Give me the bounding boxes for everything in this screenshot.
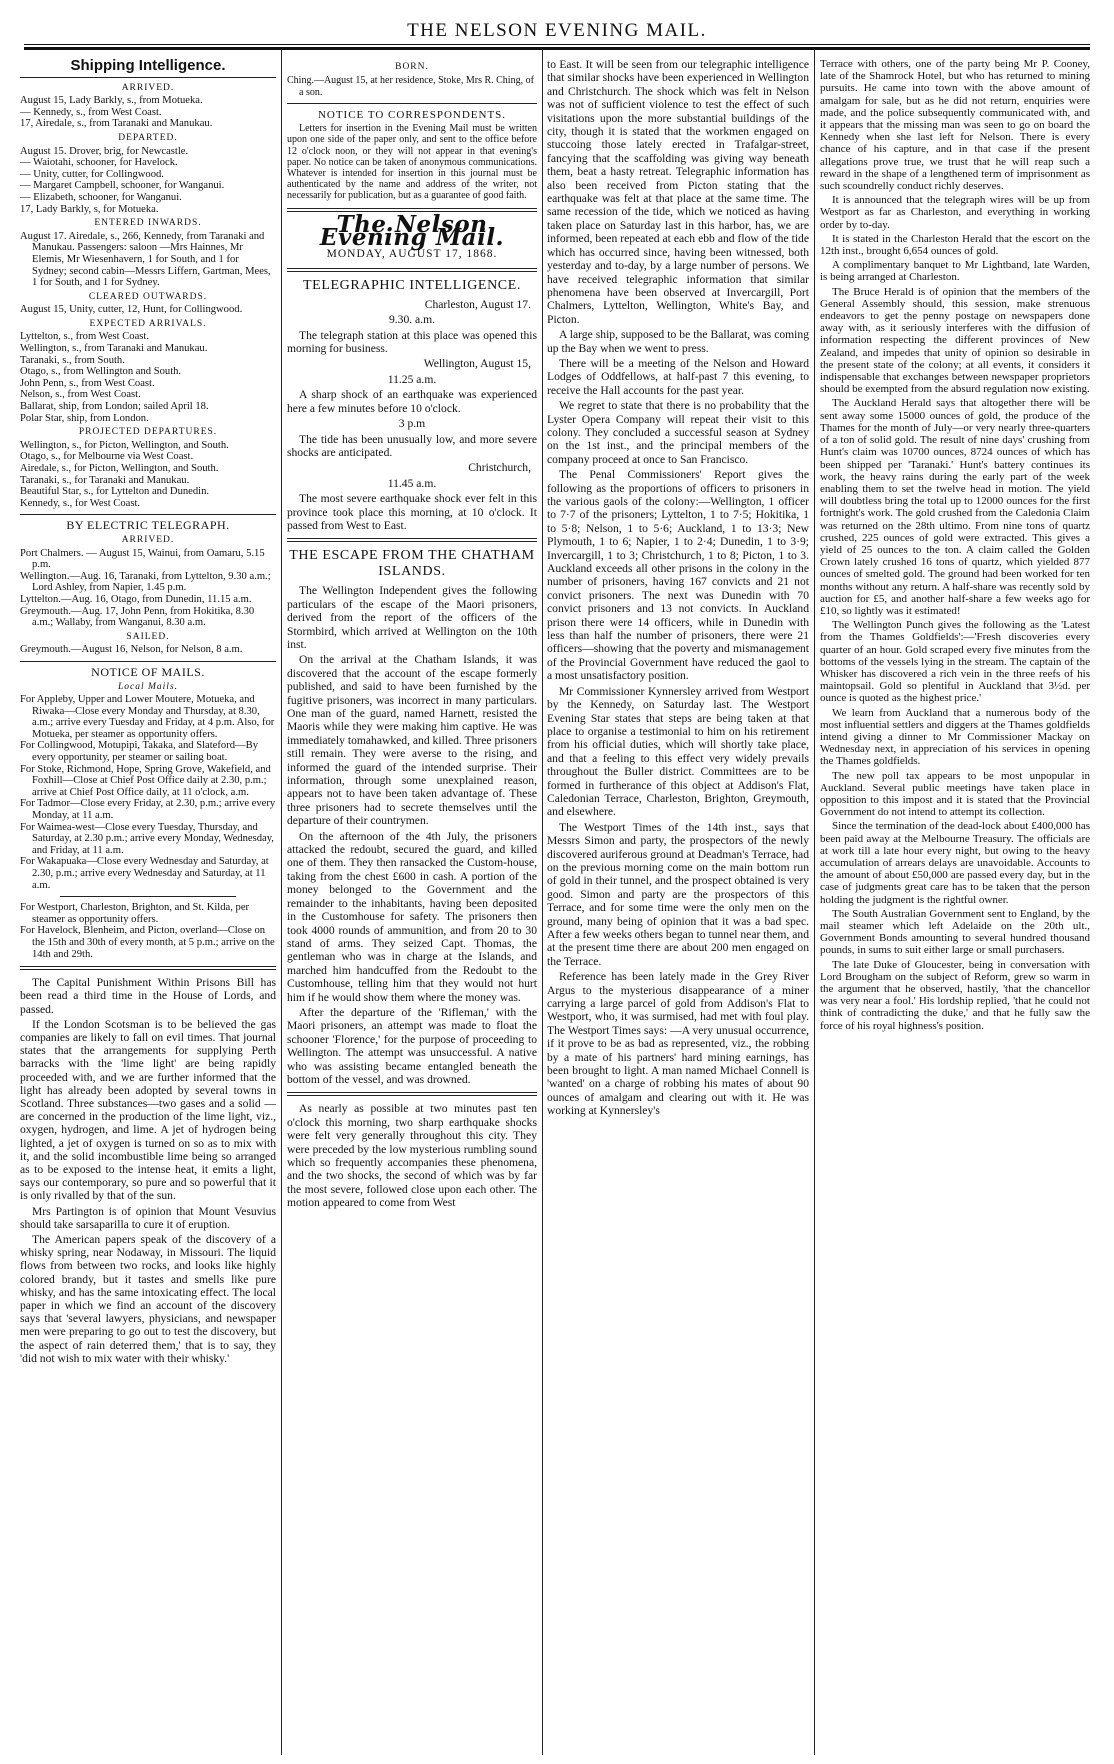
paragraph: The Westport Times of the 14th inst., says that Messrs Simon and party, the prospectors of the newly discovered auriferous ground at Deadman's Terrace, had on the previous morning come on the main bottom run of gold in their tunnel, and the prospect obtained is very good. Simon and party are the prospectors of this Terrace, and for some time were the only men on the ground, many being of opinion that it was a bad spec. After a few weeks others began to tunnel near them, and at the present time there are about 200 men engaged on the Terrace. — [547, 820, 809, 968]
list-item: For Wakapuaka—Close every Wednesday and Saturday, at 2.30, p.m.; arrive every Wednesday and Saturday, at 11 a.m. — [20, 856, 269, 891]
column-1 — [20, 58, 276, 1758]
projected-heading: PROJECTED DEPARTURES. — [78, 427, 218, 438]
paragraph: It is stated in the Charleston Herald that the escort on the 12th inst., brought 6,654 ounces of gold. — [820, 232, 1090, 258]
paragraph: to East. It will be seen from our telegraphic intelligence that similar shocks have been experienced in Wellington and Christchurch. The shock which was felt in Nelson was not of sufficient violence to test the effect of such visitations upon the more substantial buildings of the city, though it is stated that the workmen engaged on stuccoing those lately erected in Trafalgar-street, fancying that the scaffolding was giving way beneath them, beat a hasty retreat. Telegraphic information has also been received from Picton stating that the earthquake was felt at that place at the same time. The same recession of the tide, which we noticed as having taken place on Saturday last in this harbor, has, we are informed, been repeated at each ebb and flow of the tide which has occurred since, having been witnessed, both yesterday and to-day, by a large number of persons. We have received telegraphic information that similar phenomena have been observed at Invercargill, Port Chalmers, Lyttelton, Wellington, White's Bay, and Picton. — [547, 58, 809, 326]
telegram-time: 3 p.m — [398, 417, 426, 431]
telegram-time: 9.30. a.m. — [388, 313, 436, 327]
telegraph-sailed-text: Greymouth.—August 16, Nelson, for Nelson, 8 a.m. — [20, 644, 243, 656]
telegraph-arrived-heading: ARRIVED. — [121, 534, 175, 545]
list-item: 17, Airedale, s., from Taranaki and Manukau. — [20, 118, 213, 130]
divider — [287, 268, 537, 272]
paragraph: It is announced that the telegraph wires will be up from Westport as far as Charleston, and everything in working order by to-day. — [820, 194, 1090, 231]
list-item: Lyttelton.—Aug. 16, Otago, from Dunedin, 11.15 a.m. — [20, 593, 252, 605]
list-item: Port Chalmers. — August 15, Wainui, from Oamaru, 5.15 p.m. — [20, 547, 265, 571]
list-item: For Tadmor—Close every Friday, at 2.30, p.m.; arrive every Monday, at 11 a.m. — [20, 798, 276, 822]
list-item: Taranaki, s., from South. — [20, 354, 125, 366]
list-item: John Penn, s., from West Coast. — [20, 377, 155, 389]
paragraph: A complimentary banquet to Mr Lightband, late Warden, is being arranged at Charleston. — [820, 259, 1090, 284]
paragraph: We learn from Auckland that a numerous body of the most influential settlers and diggers at the Thames goldfields intend giving a dinner to Mr Commissioner Mackay on Wednesday next, in appreciation of his services in opening the Thames goldfields. — [820, 706, 1090, 768]
divider — [287, 1092, 537, 1096]
dateline: MONDAY, AUGUST 17, 1868. — [326, 248, 498, 261]
paragraph: On the afternoon of the 4th July, the prisoners attacked the redoubt, secured the guard, and killed one of them. They then ransacked the Custom-house, taking from the chest £600 in cash. A portion of the money belonged to the Government and the remainder to the inhabitants, having been deposited in the Customhouse for safety. The prisoners then took 4000 rounds of ammunition, and from 20 to 30 stand of arms. They seized Capt. Thomas, the gentleman who was in charge at the Islands, and marched him handcuffed from the Redoubt to the Customhouse, telling him that they would not hurt him if he would show them where the money was. — [287, 829, 537, 1004]
paragraph: The late Duke of Gloucester, being in conversation with Lord Brougham on the subject of Reform, grew so warm in the argument that he observed, hastily, 'that the chancellor was very near a fool.' His lordship replied, 'that he could not think of contradicting the duke,' and that he fully saw the force of his royal highness's position. — [820, 958, 1090, 1032]
header-rule-thin — [24, 44, 1090, 45]
list-item: — Kennedy, s., from West Coast. — [20, 106, 162, 118]
list-item: Nelson, s., from West Coast. — [20, 389, 141, 401]
telegraph-heading: BY ELECTRIC TELEGRAPH. — [66, 518, 230, 533]
entered-heading: ENTERED INWARDS. — [94, 218, 202, 229]
list-item: — Unity, cutter, for Collingwood. — [20, 168, 164, 180]
masthead: THE NELSON EVENING MAIL. — [407, 20, 707, 41]
paragraph: Mrs Partington is of opinion that Mount Vesuvius should take sarsaparilla to cure it of eruption. — [20, 1204, 276, 1231]
telegram-place: Charleston, August 17. — [424, 297, 531, 311]
column-1-articles — [20, 976, 276, 1365]
paragraph: We regret to state that there is no probability that the Lyster Opera Company will repeat their visit to this colony. They concluded a successful season at Sydney on the 1st inst., and the principal members of the company proceed at once to San Francisco. — [547, 399, 809, 466]
cleared-heading: CLEARED OUTWARDS. — [88, 291, 208, 302]
list-item: For Stoke, Richmond, Hope, Spring Grove, Wakefield, and Foxhill—Close at Chief Post Office daily at 2.30, p.m.; arrive at Chief Post Office daily, at 11 o'clock, a.m. — [20, 763, 271, 798]
paragraph: The most severe earthquake shock ever felt in this province took place this morning, at 10 o'clock. It passed from West to East. — [287, 492, 537, 532]
list-item: Wellington, s., from Taranaki and Manukau. — [20, 343, 208, 355]
list-item: Greymouth.—Aug. 17, John Penn, from Hokitika, 8.30 a.m.; Wallaby, from Wanganui, 8.30 a.m. — [20, 605, 255, 629]
column-rule — [542, 50, 543, 1755]
paragraph: The Penal Commissioners' Report gives the following as the proportions of officers to prisoners in the various gaols of the colony:—Wellington, 1 officer to 7·7 of the prisoners; Lyttelton, 1 to 7·5; Hokitika, 1 to 5·8; Nelson, 1 to 5·6; Auckland, 1 to 13·3; New Plymouth, 1 to 6; Napier, 1 to 2·4; Dunedin, 1 to 3·9; Invercargill, 1 to 3; Christchurch, 1 to 8; Picton, 1 to 3. Auckland exceeds all other prisons in the colony in the number of prisoners, having 167 convicts and 21 not convict prisoners. The next was Dunedin with 70 convict prisoners and 13 not convicts. In Auckland prison there were 14 officers, while in Dunedin with less than half the number of prisoners, there were 21 officers—showing that the poverty and mismanagement of the Provincial Government have reduced the gaol to a most unsatisfactory position. — [547, 468, 809, 683]
header-rule-thick — [24, 47, 1090, 50]
paragraph: A large ship, supposed to be the Ballarat, was coming up the Bay when we went to press. — [547, 328, 809, 355]
list-item: Otago, s., for Melbourne via West Coast. — [20, 451, 194, 463]
column-rule — [814, 50, 815, 1755]
list-item: — Waiotahi, schooner, for Havelock. — [20, 157, 178, 169]
projected-list — [20, 440, 276, 510]
nameplate: The Nelson Evening Mail. — [319, 210, 505, 252]
correspondents-heading: NOTICE TO CORRESPONDENTS. — [317, 108, 507, 121]
mails-heading: NOTICE OF MAILS. — [91, 664, 205, 679]
list-item: — Margaret Campbell, schooner, for Wanganui. — [20, 180, 225, 192]
paragraph: As nearly as possible at two minutes past ten o'clock this morning, two sharp earthquake shocks were felt very generally throughout this city. They were preceded by the low mysterious rumbling sound which so frequently accompanies these phenomena, and the two shocks, the second of which was by far the most severe, followed close upon each other. The motion appeared to come from West — [287, 1102, 537, 1210]
paragraph: The American papers speak of the discovery of a whisky spring, near Nodaway, in Missouri. The liquid flows from between two rocks, and looks like highly colored brandy, but it tastes and smells like pure whisky, and has the same intoxicating effect. The local paper in which we find an account of the discovery says that 'several lawyers, physicians, and newspaper men were preparing to go out to test the discovery, but the aspect of rain deterred them,' that is to say, they 'did not wish to mix water with their whisky.' — [20, 1233, 276, 1365]
paragraph: The Wellington Independent gives the following particulars of the escape of the Maori prisoners, derived from the report of the officers of the Stormbird, which arrived at Wellington on the 10th inst. — [287, 584, 537, 651]
divider — [20, 514, 276, 515]
cleared-text: August 15, Unity, cutter, 12, Hunt, for Collingwood. — [20, 304, 243, 316]
paragraph: There will be a meeting of the Nelson and Howard Lodges of Oddfellows, at half-past 7 this evening, to receive the Hall accounts for the past year. — [547, 356, 809, 397]
list-item: Kennedy, s., for West Coast. — [20, 497, 141, 509]
telegram-place: Wellington, August 15, — [423, 357, 531, 371]
paragraph: A sharp shock of an earthquake was experienced here a few minutes before 10 o'clock. — [287, 388, 537, 415]
born-notice: Ching.—August 15, at her residence, Stoke, Mrs R. Ching, of a son. — [287, 75, 534, 98]
list-item: For Havelock, Blenheim, and Picton, overland—Close on the 15th and 30th of every month, at 5 p.m.; arrive on the 14th and 29th. — [20, 925, 275, 960]
column-rule — [281, 50, 282, 1755]
telegram-time: 11.45 a.m. — [387, 476, 437, 490]
list-item: Airedale, s., for Picton, Wellington, and South. — [20, 463, 219, 474]
divider — [287, 538, 537, 542]
mails-list — [20, 694, 276, 891]
arrived-heading: ARRIVED. — [121, 82, 175, 93]
correspondents-notice: Letters for insertion in the Evening Mail must be written upon one side of the paper only, and sent to the office before 12 o'clock noon, or they will not appear in that evening's paper. No notice can be taken of anonymous communications. Whatever is intended for insertion in this journal must be authenticated by the name and address of the writer, not necessarily for publication, but as a guarantee of good faith. — [287, 123, 537, 202]
list-item: August 15, Lady Barkly, s., from Motueka. — [20, 95, 203, 107]
divider — [20, 966, 276, 970]
column-2 — [287, 58, 537, 1758]
list-item: Polar Star, ship, from London. — [20, 412, 149, 424]
paragraph: Terrace with others, one of the party being Mr P. Cooney, late of the Shamrock Hotel, but who has returned to mining pursuits. He came into town with the above amount of amalgam for sale, but as he did not return, enquiries were made, and the police subsequently communicated with, and it appears that the missing man was seen to go on board the Kennedy when she last left for Nelson. There is every chance of his capture, and in that case if the present allegations prove true, we trust that he will reap such a reward in the shape of a lengthened term of imprisonment as such scoundrelly conduct richly deserves. — [820, 58, 1090, 193]
paragraph: Since the termination of the dead-lock about £400,000 has been paid away at the Melbourne Treasury. The officials are at work till a late hour every night, but owing to the heavy accumulation of arrears delays are unavoidable. Accounts to the amount of about £50,000 are passed every day, but in the case of judgments great care has to be taken that the person holding the judgment is the rightful owner. — [820, 820, 1090, 906]
divider — [20, 661, 276, 662]
list-item: Taranaki, s., for Taranaki and Manukau. — [20, 474, 190, 486]
paragraph: The Bruce Herald is of opinion that the members of the General Assembly should, this session, make strenuous endeavors to get the penny postage on newspapers done away with, as it seriously interferes with the diffusion of information respecting the different provinces of New Zealand, and impedes that unity of opinion so desirable in the present state of the colony; at all events, it considers it indispensable that exchanges between newspaper proprietors should be exempted from the absurd regulation now existing. — [820, 285, 1090, 396]
list-item: Lyttelton, s., from West Coast. — [20, 331, 150, 343]
paragraph: The Auckland Herald says that altogether there will be sent away some 15000 ounces of gold, the produce of the Thames for the month of July—or very nearly three-quarters of a ton of solid gold. The result of nine days' crushing from Hunt's claim was 10700 ounces, 8724 ounces of which has been shipped per 'Taranaki.' Hunt's battery continues its work, the heavy rains during the early part of the week enabling them to set the twelve head in motion. The yield will doubtless bring the total up to 12000 ounces for the first fortnight's work. The gold crushed from the Caledonia Claim was returned on the 28th ultimo. From nine tons of quartz crushed, 225 ounces of gold were extracted. This gives a yield of 25 ounces to the ton. A claim called the Golden Crown lately crushed 16 tons of quartz, which yielded 877 ounces of smelted gold. The ground had been worked for ten months without any return. A half-share was recently sold by auction for £5, and another half-share a few weeks ago for £10, so lightly was it estimated! — [820, 397, 1090, 617]
column-3 — [547, 58, 809, 1758]
paragraph: The new poll tax appears to be most unpopular in Auckland. Several public meetings have taken place in opposition to this impost and it is stated that the Provincial Government do not intend to attempt its collection. — [820, 769, 1090, 819]
mails-list-2 — [20, 902, 276, 960]
list-item: Wellington.—Aug. 16, Taranaki, from Lyttelton, 9.30 a.m.; Lord Ashley, from Napier, 1.45 p.m. — [20, 570, 271, 594]
list-item: Ballarat, ship, from London; sailed April 18. — [20, 401, 209, 413]
paragraph: The Wellington Punch gives the following as the 'Latest from the Thames Goldfields':—'Fresh discoveries every quarter of an hour. Gold scraped every five minutes from the bottoms of the vessels lying in the stream. The captain of the Whisker has discovered a rich vein in the three reefs of his maintopsail. Gold so plentiful in Auckland that 3½d. per ounce is quoted as the highest price.' — [820, 619, 1090, 705]
list-item: For Appleby, Upper and Lower Moutere, Motueka, and Riwaka—Close every Monday and Thursday, at 8.30, a.m.; arrive every Tuesday and Friday, at 4 p.m. Also, for Motueka, per steamer as opportunity offers. — [20, 694, 275, 740]
telegraph-sailed-heading: SAILED. — [126, 631, 170, 642]
paragraph: If the London Scotsman is to be believed the gas companies are likely to fall on evil times. That journal states that the arrangements for supplying Perth barracks with the 'lime light' are being rapidly proceeded with, and we are further informed that the light has already been adopted by several towns in Scotland. Three substances—two gases and a solid —are concerned in the production of the lime light, viz., oxygen, hydrogen, and lime. A jet of hydrogen being lighted, a jet of oxygen is turned on so as to mix with it, and the solid incombustible lime being so arranged as to be exposed to the intense heat, it emits a light, says our contemporary, so pure and so powerful that it is only rivalled by that of the sun. — [20, 1017, 276, 1203]
paragraph: On the arrival at the Chatham Islands, it was discovered that the account of the escape formerly published, and said to have been furnished by the fugitive prisoners, was incorrect in many particulars. One man of the guard, named Harnett, resisted the Maoris while they were making him captive. He was immediately tomahawked, and killed. Three prisoners still remain. They were averse to the rising, and informed the guard of the intended surprise. Their information, through some unexplained reason, appears not to have been taken advantage of. These three prisoners had to secrete themselves until the departure of their countrymen. — [287, 653, 537, 828]
telegraph-arrived-list — [20, 548, 276, 629]
expected-heading: EXPECTED ARRIVALS. — [89, 318, 207, 329]
column-4 — [820, 58, 1090, 1758]
telegraphic-heading: TELEGRAPHIC INTELLIGENCE. — [303, 277, 521, 293]
divider — [287, 103, 537, 104]
paragraph: The tide has been unusually low, and more severe shocks are anticipated. — [287, 432, 537, 459]
list-item: August 15. Drover, brig, for Newcastle. — [20, 145, 189, 157]
paragraph: The Capital Punishment Within Prisons Bill has been read a third time in the House of Lords, and passed. — [20, 976, 276, 1016]
telegram-place: Christchurch, — [468, 461, 531, 475]
mails-subheading: Local Mails. — [117, 681, 179, 692]
departed-heading: DEPARTED. — [118, 132, 178, 143]
paragraph: Reference has been lately made in the Grey River Argus to the mysterious disappearance of a miner carrying a large parcel of gold from Addison's Flat to Westport, who, it was surmised, had met with foul play. The Westport Times says: —A very unusual occurrence, if it prove to be as bad as represented, viz., the robbing by a mate of his partners' hard mining earnings, has been brought to light. A man named Michael Connell is 'wanted' on a charge of robbing his mates of about 90 ounces of amalgam and clearing out with it. He was working at Kynnersley's — [547, 970, 809, 1118]
telegram-time: 11.25 a.m. — [387, 372, 437, 386]
expected-list — [20, 331, 276, 424]
departed-list — [20, 146, 276, 216]
list-item: Wellington, s., for Picton, Wellington, and South. — [20, 439, 229, 451]
list-item: 17, Lady Barkly, s, for Motueka. — [20, 203, 159, 215]
entered-text: August 17. Airedale, s., 266, Kennedy, from Taranaki and Manukau. Passengers: saloon —Mrs Hainnes, Mr Elemis, Mr Wiesenhavern, 1 for South, and 1 for Sydney; second cabin—Messrs Liffern, Gartman, Mees, 1 for South, and 1 for Sydney. — [20, 230, 271, 289]
paragraph: Mr Commissioner Kynnersley arrived from Westport by the Kennedy, on Saturday last. The Westport Evening Star states that steps are being taken at that place to organise a testimonial to him on his retirement from his official duties, which will shortly take place, and that a feeling to this effect very widely prevails throughout the Buller district. Committees are to be formed in furtherance of this object at Addison's Flat, Caledonian Terrace, Charleston, Brighton, Greymouth, and elsewhere. — [547, 684, 809, 819]
list-item: For Waimea-west—Close every Tuesday, Thursday, and Saturday, at 2.30 p.m.; arrive every Monday, Wednesday, and Friday, at 11 a.m. — [20, 821, 274, 856]
divider — [20, 77, 276, 78]
born-heading: BORN. — [395, 62, 429, 72]
divider — [60, 896, 236, 897]
escape-heading: THE ESCAPE FROM THE CHATHAM ISLANDS. — [289, 548, 535, 580]
paragraph: The telegraph station at this place was opened this morning for business. — [287, 328, 537, 356]
list-item: For Westport, Charleston, Brighton, and St. Kilda, per steamer as opportunity offers. — [20, 902, 250, 925]
list-item: For Collingwood, Motupipi, Takaka, and Slateford—By every opportunity, per steamer or sailing boat. — [20, 740, 258, 764]
list-item: — Elizabeth, schooner, for Wanganui. — [20, 191, 182, 203]
paragraph: The South Australian Government sent to England, by the mail steamer which left Adelaide on the 20th ult., Government Bonds amounting to several hundred thousand pounds, in sums to suit either large or small purchasers. — [820, 907, 1090, 957]
list-item: Beautiful Star, s., for Lyttelton and Dunedin. — [20, 486, 210, 498]
arrived-list — [20, 95, 276, 130]
shipping-heading: Shipping Intelligence. — [70, 58, 226, 74]
paragraph: After the departure of the 'Rifleman,' with the Maori prisoners, an attempt was made to float the schooner 'Florence,' for the purpose of proceeding to Wellington. The attempt was unsuccessful. A native who was assisting became entangled beneath the bottom of the vessel, and was drowned. — [287, 1005, 537, 1086]
list-item: Otago, s., from Wellington and South. — [20, 366, 182, 378]
